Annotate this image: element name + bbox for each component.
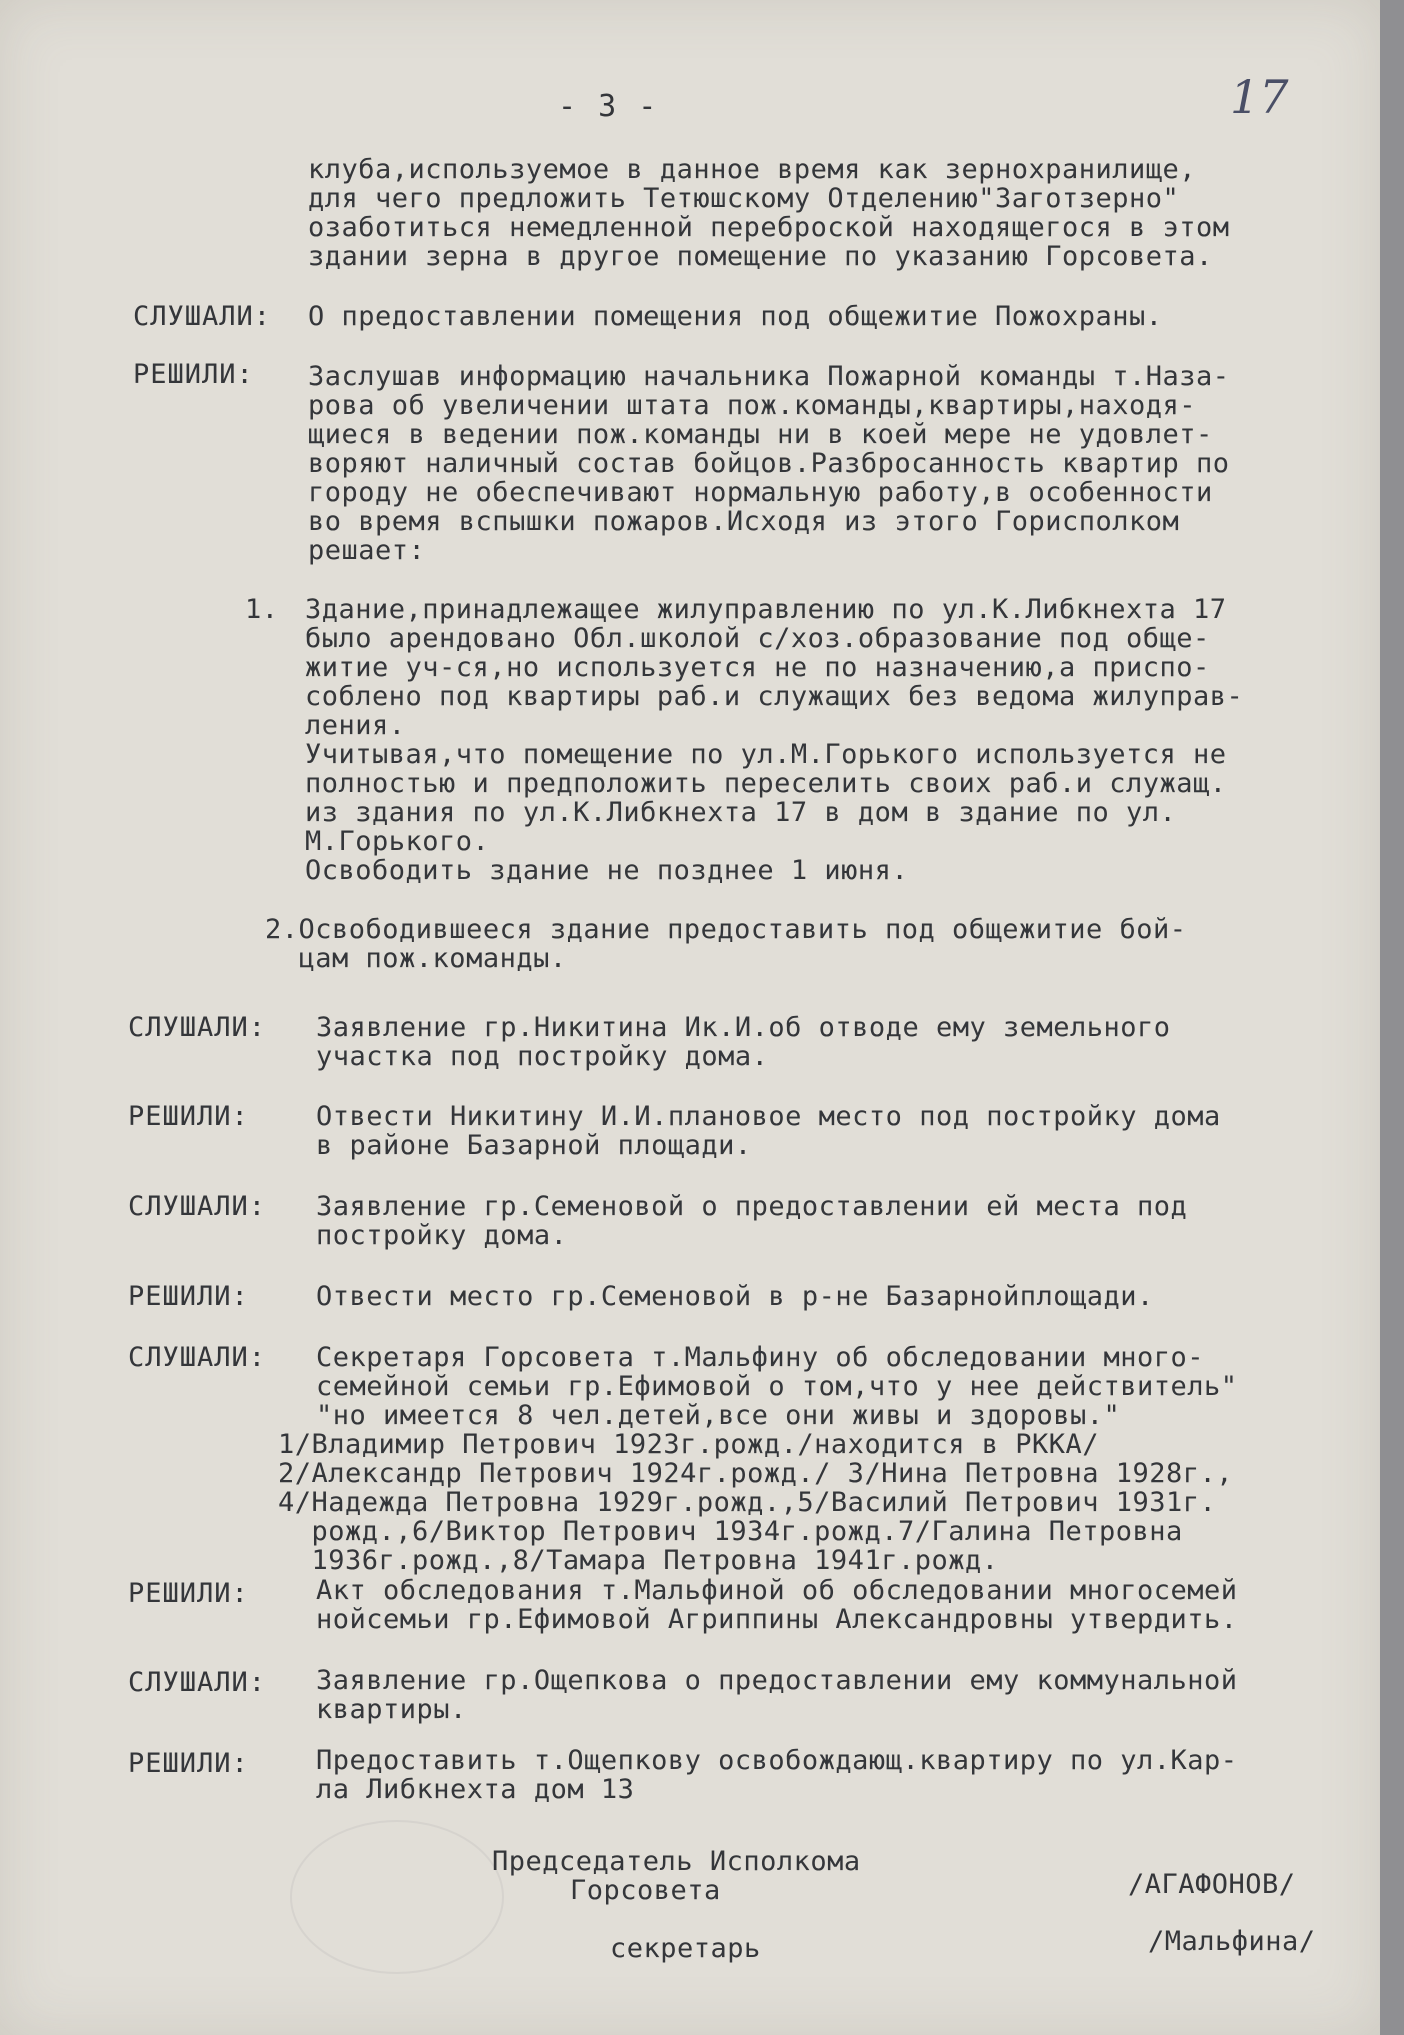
text-line: 2.Освободившееся здание предоставить под общежитие бой-: [265, 914, 1187, 945]
text-line: полностью и предположить переселить своих раб.и служащ.: [305, 768, 1227, 799]
text-line: Заявление гр.Семеновой о предоставлении ей места под: [316, 1191, 1188, 1222]
list-item: рожд.,6/Виктор Петрович 1934г.рожд.7/Галина Петровна: [278, 1516, 1183, 1547]
text-line: Акт обследования т.Мальфиной об обследовании многосемей: [316, 1575, 1238, 1606]
text-line: семейной семьи гр.Ефимовой о том,что у нее действитель": [316, 1371, 1238, 1402]
chairman-name: /АГАФОНОВ/: [1128, 1869, 1296, 1900]
text-line: во время вспышки пожаров.Исходя из этого Горисполком: [308, 506, 1180, 537]
decided-label: РЕШИЛИ:: [128, 1281, 249, 1312]
page-number: - 3 -: [558, 89, 659, 124]
text-line: Секретаря Горсовета т.Мальфину об обследовании много-: [316, 1342, 1205, 1373]
chairman-title-2: Горсовета: [570, 1875, 721, 1906]
text-line: воряют наличный состав бойцов.Разбросанность квартир по: [308, 448, 1230, 479]
text-line: Освободить здание не позднее 1 июня.: [305, 855, 909, 886]
text-line: Заслушав информацию начальника Пожарной команды т.Наза-: [308, 361, 1230, 392]
text-line: озаботиться немедленной переброской находящегося в этом: [308, 212, 1230, 243]
text-line: Отвести Никитину И.И.плановое место под постройку дома: [316, 1101, 1221, 1132]
heard-text: О предоставлении помещения под общежитие Пожохраны.: [308, 301, 1163, 332]
decided-text: Отвести место гр.Семеновой в р-не Базарнойплощади.: [316, 1281, 1154, 1312]
text-line: Учитывая,что помещение по ул.М.Горького используется не: [305, 739, 1227, 770]
text-line: ления.: [305, 710, 406, 741]
secretary-name: /Мальфина/: [1148, 1926, 1316, 1957]
text-line: для чего предложить Тетюшскому Отделению"Заготзерно": [308, 183, 1180, 214]
heard-label: СЛУШАЛИ:: [133, 301, 272, 332]
text-line: городу не обеспечивают нормальную работу,в особенности: [308, 477, 1213, 508]
heard-label: СЛУШАЛИ:: [128, 1342, 267, 1373]
heard-label: СЛУШАЛИ:: [128, 1667, 267, 1698]
text-line: щиеся в ведении пож.команды ни в коей мере не удовлет-: [308, 419, 1213, 450]
text-line: здании зерна в другое помещение по указанию Горсовета.: [308, 241, 1213, 272]
text-line: соблено под квартиры раб.и служащих без ведома жилуправ-: [305, 681, 1244, 712]
list-item: 1936г.рожд.,8/Тамара Петровна 1941г.рожд.: [278, 1545, 999, 1576]
decided-label: РЕШИЛИ:: [133, 359, 254, 390]
text-line: участка под постройку дома.: [316, 1041, 769, 1072]
text-line: из здания по ул.К.Либкнехта 17 в дом в здание по ул.: [305, 797, 1177, 828]
text-line: Предоставить т.Ощепкову освобождающ.квартиру по ул.Кар-: [316, 1745, 1238, 1776]
text-line: квартиры.: [316, 1694, 467, 1725]
text-line: Здание,принадлежащее жилуправлению по ул.К.Либкнехта 17: [305, 594, 1227, 625]
handwritten-archive-number: 17: [1230, 70, 1289, 124]
text-line: было арендовано Обл.школой с/хоз.образование под обще-: [305, 623, 1210, 654]
text-line: решает:: [308, 535, 426, 566]
chairman-title: Председатель Исполкома: [492, 1846, 861, 1877]
text-line: Заявление гр.Никитина Ик.И.об отводе ему земельного: [316, 1012, 1171, 1043]
decided-label: РЕШИЛИ:: [128, 1578, 249, 1609]
list-item: 2/Александр Петрович 1924г.рожд./ 3/Нина Петровна 1928г.,: [278, 1458, 1234, 1489]
text-line: клуба,используемое в данное время как зернохранилище,: [308, 154, 1197, 185]
faded-stamp: [290, 1820, 504, 1974]
text-line: постройку дома.: [316, 1220, 568, 1251]
text-line: М.Горького.: [305, 826, 490, 857]
text-line: цам пож.команды.: [265, 943, 567, 974]
text-line: житие уч-ся,но используется не по назначению,а приспо-: [305, 652, 1210, 683]
text-line: нойсемьи гр.Ефимовой Агриппины Александровны утвердить.: [316, 1604, 1238, 1635]
decided-label: РЕШИЛИ:: [128, 1101, 249, 1132]
list-item: 1/Владимир Петрович 1923г.рожд./находится в РККА/: [278, 1429, 1100, 1460]
text-line: ла Либкнехта дом 13: [316, 1774, 635, 1805]
text-line: "но имеется 8 чел.детей,все они живы и здоровы.": [316, 1400, 1121, 1431]
text-line: рова об увеличении штата пож.команды,квартиры,находя-: [308, 390, 1197, 421]
item-number: 1.: [245, 594, 279, 625]
binding-edge: [1380, 0, 1404, 2035]
secretary-title: секретарь: [610, 1933, 761, 1964]
list-item: 4/Надежда Петровна 1929г.рожд.,5/Василий Петрович 1931г.: [278, 1487, 1217, 1518]
text-line: в районе Базарной площади.: [316, 1130, 752, 1161]
heard-label: СЛУШАЛИ:: [128, 1191, 267, 1222]
heard-label: СЛУШАЛИ:: [128, 1012, 267, 1043]
text-line: Заявление гр.Ощепкова о предоставлении ему коммунальной: [316, 1665, 1238, 1696]
decided-label: РЕШИЛИ:: [128, 1748, 249, 1779]
